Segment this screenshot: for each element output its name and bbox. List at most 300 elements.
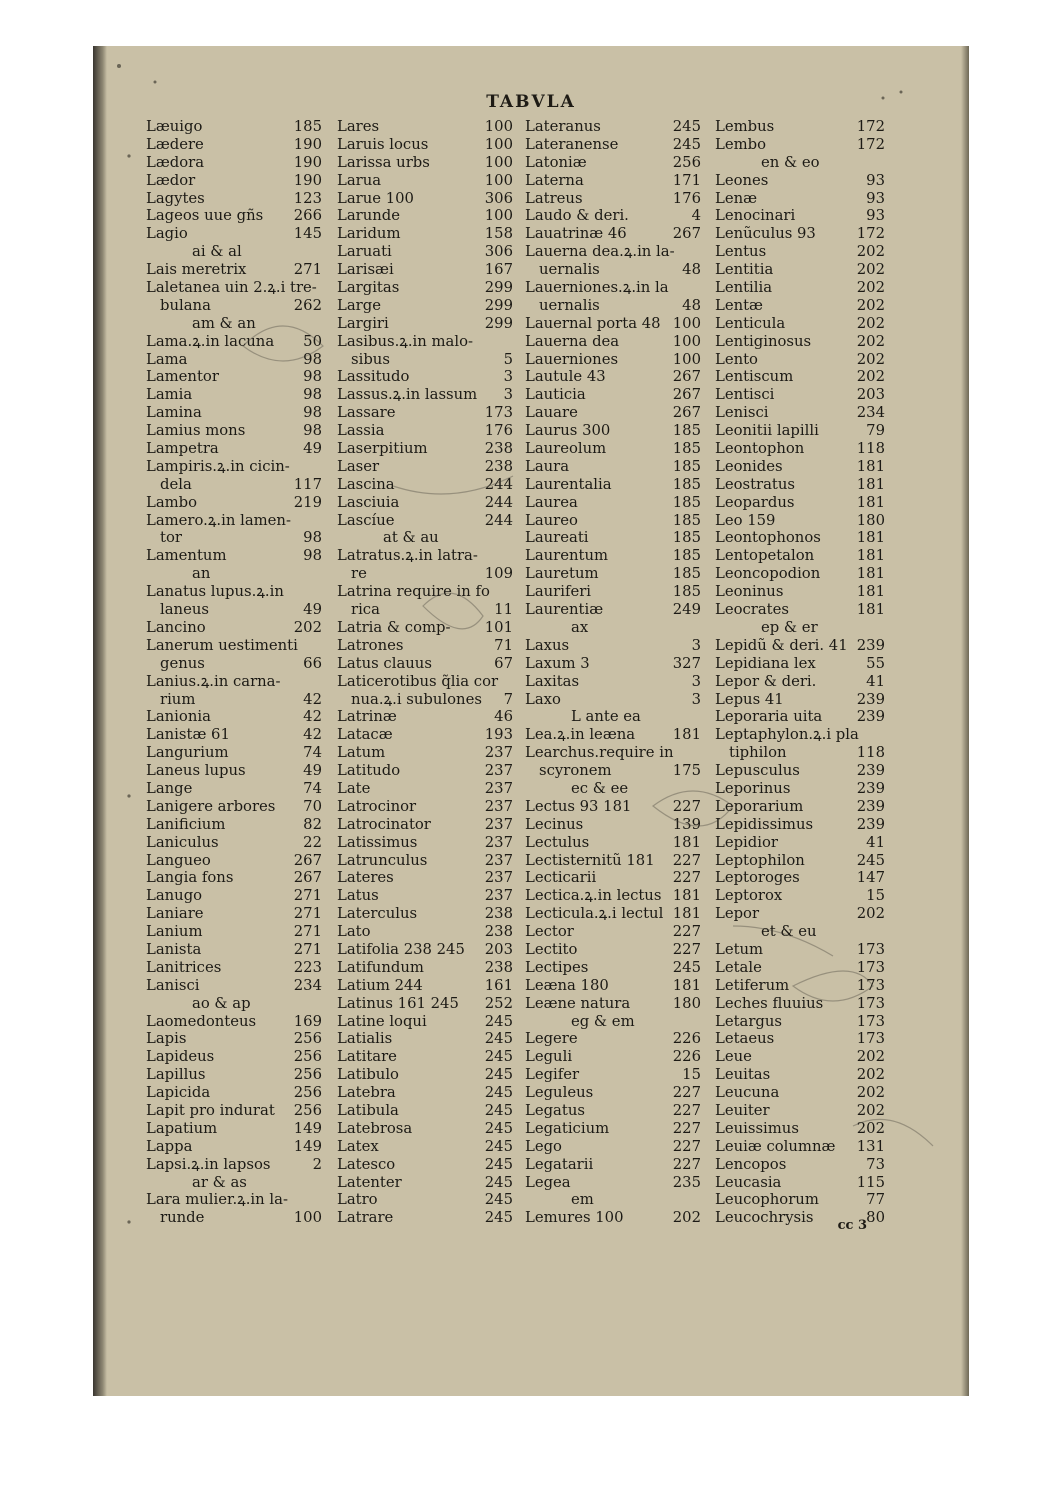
entry-page-number: 181 [672, 905, 701, 923]
entry-term: Langurium [146, 744, 229, 762]
entry-term: Leptorox [715, 887, 783, 905]
entry-term: Leguleus [525, 1084, 594, 1102]
entry-page-number: 22 [303, 833, 322, 851]
entry-term: Lanista [146, 940, 202, 958]
index-entry [525, 190, 701, 208]
index-entry [337, 941, 513, 959]
index-entry [715, 386, 885, 404]
entry-page-number: 123 [293, 189, 322, 207]
index-entry [525, 333, 701, 351]
entry-term: Laomedonteus [146, 1012, 257, 1030]
index-entry [525, 1174, 701, 1192]
index-entry [715, 744, 885, 762]
entry-page-number: 98 [303, 368, 322, 386]
index-entry [715, 190, 885, 208]
entry-term: Lasciuia [337, 493, 400, 511]
entry-term: Learchus.require in [525, 744, 674, 762]
section-heading [715, 619, 885, 637]
index-entry [715, 476, 885, 494]
index-entry [525, 995, 701, 1013]
index-entry [146, 207, 322, 225]
entry-term: Leontophon [715, 440, 805, 458]
index-entry [525, 297, 701, 315]
index-entry [525, 404, 701, 422]
entry-term: Leucuna [715, 1084, 780, 1102]
entry-term: Letiferum [715, 976, 790, 994]
entry-page-number: 245 [484, 1191, 513, 1209]
index-entry [525, 261, 701, 279]
entry-term: Leguli [525, 1048, 573, 1066]
index-column-1 [146, 118, 322, 1227]
index-entry [146, 458, 322, 476]
index-entry [337, 1102, 513, 1120]
entry-page-number: 77 [866, 1191, 885, 1209]
entry-page-number: 202 [856, 296, 885, 314]
entry-term: Leporaria uita [715, 708, 823, 726]
index-entry [525, 977, 701, 995]
index-entry [146, 655, 322, 673]
entry-page-number: 49 [303, 762, 322, 780]
entry-term: Lector [525, 923, 574, 941]
entry-term: ar & as [192, 1173, 247, 1191]
index-entry [337, 995, 513, 1013]
entry-term: Lanius.ꝝ.in carna- [146, 672, 281, 690]
index-entry [525, 1066, 701, 1084]
entry-page-number: 2 [312, 1155, 322, 1173]
entry-page-number: 227 [672, 1084, 701, 1102]
index-entry [525, 1084, 701, 1102]
entry-page-number: 176 [672, 189, 701, 207]
entry-page-number: 41 [866, 672, 885, 690]
entry-term: Lentæ [715, 296, 763, 314]
index-entry [715, 118, 885, 136]
entry-page-number: 227 [672, 1101, 701, 1119]
index-entry [146, 440, 322, 458]
entry-term: Latrocinor [337, 797, 417, 815]
entry-page-number: 237 [484, 833, 513, 851]
index-entry [715, 1156, 885, 1174]
entry-term: Lapsi.ꝝ.in lapsos [146, 1155, 271, 1173]
entry-term: Laneus lupus [146, 762, 246, 780]
entry-term: Lampetra [146, 440, 219, 458]
entry-page-number: 235 [672, 1173, 701, 1191]
entry-page-number: 237 [484, 762, 513, 780]
index-entry [146, 726, 322, 744]
index-entry [146, 1156, 322, 1174]
entry-page-number: 185 [672, 457, 701, 475]
entry-term: Lampiris.ꝝ.in cicin- [146, 457, 290, 475]
entry-page-number: 100 [484, 207, 513, 225]
index-entry [715, 601, 885, 619]
entry-term: Latium 244 [337, 976, 423, 994]
entry-term: Latoniæ [525, 153, 587, 171]
entry-term: Leæne natura [525, 994, 631, 1012]
entry-term: ao & ap [192, 994, 251, 1012]
entry-term: Lentitia [715, 261, 774, 279]
entry-term: Leonides [715, 457, 783, 475]
entry-page-number: 238 [484, 457, 513, 475]
entry-page-number: 239 [856, 690, 885, 708]
entry-page-number: 171 [672, 171, 701, 189]
entry-page-number: 98 [303, 386, 322, 404]
signature-mark: cc 3 [837, 1218, 867, 1233]
index-entry [715, 869, 885, 887]
entry-page-number: 42 [303, 708, 322, 726]
entry-term: Latacæ [337, 726, 393, 744]
index-entry [337, 852, 513, 870]
entry-term: Lanificium [146, 815, 226, 833]
entry-term: en & eo [761, 153, 820, 171]
entry-page-number: 238 [484, 440, 513, 458]
index-entry [715, 315, 885, 333]
index-entry [715, 655, 885, 673]
entry-term: Lauare [525, 404, 578, 422]
index-entry [146, 1048, 322, 1066]
index-entry [337, 136, 513, 154]
entry-page-number: 161 [484, 976, 513, 994]
entry-page-number: 181 [856, 547, 885, 565]
entry-term: Lepor [715, 905, 760, 923]
index-entry [337, 458, 513, 476]
index-entry [715, 404, 885, 422]
index-entry [337, 440, 513, 458]
entry-page-number: 173 [856, 940, 885, 958]
entry-term: Late [337, 779, 371, 797]
entry-page-number: 226 [672, 1030, 701, 1048]
entry-page-number: 266 [293, 207, 322, 225]
entry-page-number: 202 [293, 618, 322, 636]
entry-term: Latro [337, 1191, 378, 1209]
entry-page-number: 173 [856, 994, 885, 1012]
entry-term: rium [160, 690, 196, 708]
entry-term: Lego [525, 1137, 562, 1155]
entry-term: Lædor [146, 171, 196, 189]
section-heading [146, 1174, 322, 1192]
index-entry [337, 154, 513, 172]
index-entry [146, 977, 322, 995]
entry-page-number: 239 [856, 797, 885, 815]
entry-page-number: 267 [293, 851, 322, 869]
entry-term: Leucophorum [715, 1191, 819, 1209]
entry-page-number: 181 [856, 475, 885, 493]
entry-page-number: 79 [866, 422, 885, 440]
entry-term: Laureo [525, 511, 578, 529]
entry-term: Leue [715, 1048, 752, 1066]
entry-page-number: 98 [303, 404, 322, 422]
index-entry [337, 708, 513, 726]
entry-term: Lauerniones.ꝝ.in la [525, 279, 669, 297]
entry-term: uernalis [539, 261, 600, 279]
entry-term: Legatus [525, 1101, 585, 1119]
entry-page-number: 190 [293, 171, 322, 189]
section-heading [715, 154, 885, 172]
entry-term: Lanugo [146, 887, 203, 905]
entry-term: Laurea [525, 493, 578, 511]
entry-term: Leontophonos [715, 529, 821, 547]
index-entry [337, 1174, 513, 1192]
entry-term: Leporarium [715, 797, 804, 815]
index-entry [525, 1048, 701, 1066]
entry-page-number: 3 [503, 368, 513, 386]
index-entry [146, 637, 322, 655]
entry-page-number: 172 [856, 135, 885, 153]
entry-term: Lenæ [715, 189, 758, 207]
entry-term: Laser [337, 457, 380, 475]
index-entry [146, 529, 322, 547]
index-entry [337, 726, 513, 744]
index-entry [525, 225, 701, 243]
entry-term: Larua [337, 171, 382, 189]
entry-page-number: 109 [484, 565, 513, 583]
entry-page-number: 267 [293, 869, 322, 887]
index-entry [715, 529, 885, 547]
index-entry [715, 1048, 885, 1066]
entry-page-number: 226 [672, 1048, 701, 1066]
entry-page-number: 239 [856, 779, 885, 797]
index-entry [337, 583, 513, 601]
entry-page-number: 3 [691, 636, 701, 654]
entry-term: Lange [146, 779, 193, 797]
entry-page-number: 202 [856, 314, 885, 332]
index-entry [146, 959, 322, 977]
index-entry [525, 1156, 701, 1174]
index-entry [337, 333, 513, 351]
index-entry [525, 941, 701, 959]
entry-page-number: 181 [856, 601, 885, 619]
index-entry [146, 136, 322, 154]
index-entry [146, 798, 322, 816]
entry-term: Latrina require in fo [337, 583, 490, 601]
entry-page-number: 202 [856, 1084, 885, 1102]
entry-term: Lenticula [715, 314, 786, 332]
index-entry [525, 852, 701, 870]
entry-term: Lemures 100 [525, 1209, 624, 1227]
entry-term: Large [337, 296, 381, 314]
index-entry [146, 351, 322, 369]
entry-term: Latratus.ꝝ.in latra- [337, 547, 478, 565]
section-heading [146, 315, 322, 333]
index-entry [337, 1138, 513, 1156]
entry-term: Lagytes [146, 189, 205, 207]
entry-term: sibus [351, 350, 390, 368]
entry-page-number: 185 [672, 547, 701, 565]
entry-page-number: 227 [672, 851, 701, 869]
entry-term: Larue 100 [337, 189, 414, 207]
index-entry [146, 816, 322, 834]
entry-term: Lectica.ꝝ.in lectus [525, 887, 662, 905]
entry-term: Lepidiana lex [715, 654, 816, 672]
entry-page-number: 190 [293, 153, 322, 171]
entry-term: Legere [525, 1030, 578, 1048]
entry-term: Lama [146, 350, 188, 368]
entry-page-number: 238 [484, 905, 513, 923]
index-entry [146, 762, 322, 780]
entry-page-number: 299 [484, 296, 513, 314]
entry-page-number: 145 [293, 225, 322, 243]
entry-page-number: 11 [494, 601, 513, 619]
entry-page-number: 66 [303, 654, 322, 672]
index-entry [337, 1030, 513, 1048]
index-entry [146, 708, 322, 726]
index-entry [146, 1084, 322, 1102]
index-entry [146, 673, 322, 691]
index-entry [715, 243, 885, 261]
entry-page-number: 180 [856, 511, 885, 529]
index-entry [146, 905, 322, 923]
index-entry [525, 243, 701, 261]
entry-page-number: 227 [672, 1137, 701, 1155]
index-entry [715, 762, 885, 780]
entry-term: Lassus.ꝝ.in lassum [337, 386, 478, 404]
entry-term: Leuissimus [715, 1119, 799, 1137]
entry-term: Lectito [525, 940, 578, 958]
entry-page-number: 271 [293, 940, 322, 958]
index-entry [337, 601, 513, 619]
entry-term: Lauatrinæ 46 [525, 225, 627, 243]
entry-page-number: 42 [303, 690, 322, 708]
entry-page-number: 239 [856, 815, 885, 833]
entry-page-number: 175 [672, 762, 701, 780]
entry-page-number: 239 [856, 708, 885, 726]
section-heading [715, 923, 885, 941]
entry-page-number: 167 [484, 261, 513, 279]
index-entry [715, 780, 885, 798]
index-entry [715, 941, 885, 959]
entry-page-number: 237 [484, 887, 513, 905]
entry-page-number: 219 [293, 493, 322, 511]
entry-term: Lentiginosus [715, 332, 812, 350]
entry-page-number: 185 [672, 565, 701, 583]
entry-page-number: 169 [293, 1012, 322, 1030]
index-entry [337, 565, 513, 583]
entry-page-number: 100 [672, 350, 701, 368]
entry-term: Leuitas [715, 1066, 771, 1084]
entry-term: Lascina [337, 475, 395, 493]
entry-term: Legifer [525, 1066, 580, 1084]
entry-page-number: 245 [856, 851, 885, 869]
index-entry [337, 691, 513, 709]
entry-term: Leæna 180 [525, 976, 609, 994]
entry-term: Lapicida [146, 1084, 211, 1102]
entry-term: Latibula [337, 1101, 399, 1119]
entry-page-number: 245 [484, 1048, 513, 1066]
entry-page-number: 202 [856, 1048, 885, 1066]
entry-term: Laticerotibus q̃lia cor [337, 672, 499, 690]
index-entry [525, 118, 701, 136]
entry-term: Lentopetalon [715, 547, 815, 565]
index-entry [525, 315, 701, 333]
entry-term: Lea.ꝝ.in leæna [525, 726, 636, 744]
entry-term: Lanium [146, 923, 203, 941]
index-entry [146, 1191, 322, 1209]
entry-page-number: 3 [503, 386, 513, 404]
index-entry [715, 798, 885, 816]
entry-term: Lappa [146, 1137, 193, 1155]
index-entry [715, 673, 885, 691]
index-column-3 [525, 118, 701, 1227]
entry-page-number: 49 [303, 440, 322, 458]
index-entry [715, 691, 885, 709]
scanned-page [93, 46, 969, 1396]
index-entry [715, 834, 885, 852]
entry-term: Letum [715, 940, 764, 958]
index-entry [146, 619, 322, 637]
index-entry [146, 154, 322, 172]
entry-term: Lanatus lupus.ꝝ.in [146, 583, 284, 601]
entry-term: Laurus 300 [525, 422, 611, 440]
entry-page-number: 67 [494, 654, 513, 672]
entry-page-number: 202 [856, 261, 885, 279]
entry-page-number: 185 [672, 475, 701, 493]
entry-term: laneus [160, 601, 209, 619]
index-entry [146, 923, 322, 941]
section-heading [525, 708, 701, 726]
entry-page-number: 48 [682, 261, 701, 279]
entry-page-number: 50 [303, 332, 322, 350]
entry-term: Letaeus [715, 1030, 775, 1048]
entry-page-number: 181 [672, 887, 701, 905]
entry-term: Larunde [337, 207, 401, 225]
entry-page-number: 306 [484, 243, 513, 261]
index-entry [715, 1138, 885, 1156]
index-entry [525, 887, 701, 905]
index-entry [146, 601, 322, 619]
entry-term: Lambo [146, 493, 198, 511]
entry-page-number: 245 [484, 1173, 513, 1191]
entry-term: Lamina [146, 404, 202, 422]
entry-term: Lecticula.ꝝ.i lectul [525, 905, 664, 923]
entry-page-number: 181 [672, 976, 701, 994]
entry-term: Laterna [525, 171, 584, 189]
entry-page-number: 237 [484, 779, 513, 797]
entry-term: Lentisci [715, 386, 775, 404]
index-entry [146, 172, 322, 190]
entry-page-number: 237 [484, 797, 513, 815]
entry-page-number: 327 [672, 654, 701, 672]
index-entry [146, 190, 322, 208]
entry-page-number: 202 [856, 279, 885, 297]
entry-page-number: 202 [672, 1209, 701, 1227]
entry-page-number: 271 [293, 905, 322, 923]
entry-page-number: 237 [484, 744, 513, 762]
entry-term: genus [160, 654, 205, 672]
entry-term: Lanitrices [146, 958, 222, 976]
index-entry [337, 780, 513, 798]
entry-page-number: 93 [866, 189, 885, 207]
entry-term: Lauerniones [525, 350, 619, 368]
entry-page-number: 249 [672, 601, 701, 619]
index-entry [715, 440, 885, 458]
entry-page-number: 237 [484, 815, 513, 833]
index-entry [146, 744, 322, 762]
entry-page-number: 71 [494, 636, 513, 654]
entry-term: Leucasia [715, 1173, 782, 1191]
entry-term: Lapideus [146, 1048, 215, 1066]
index-entry [715, 494, 885, 512]
index-entry [525, 279, 701, 297]
entry-term: Lamero.ꝝ.in lamen- [146, 511, 291, 529]
entry-term: Legea [525, 1173, 571, 1191]
entry-term: dela [160, 475, 192, 493]
index-entry [525, 368, 701, 386]
entry-page-number: 173 [484, 404, 513, 422]
index-entry [146, 512, 322, 530]
entry-term: Larisæi [337, 261, 394, 279]
index-entry [525, 1209, 701, 1227]
index-entry [337, 1209, 513, 1227]
index-entry [146, 780, 322, 798]
index-entry [715, 637, 885, 655]
